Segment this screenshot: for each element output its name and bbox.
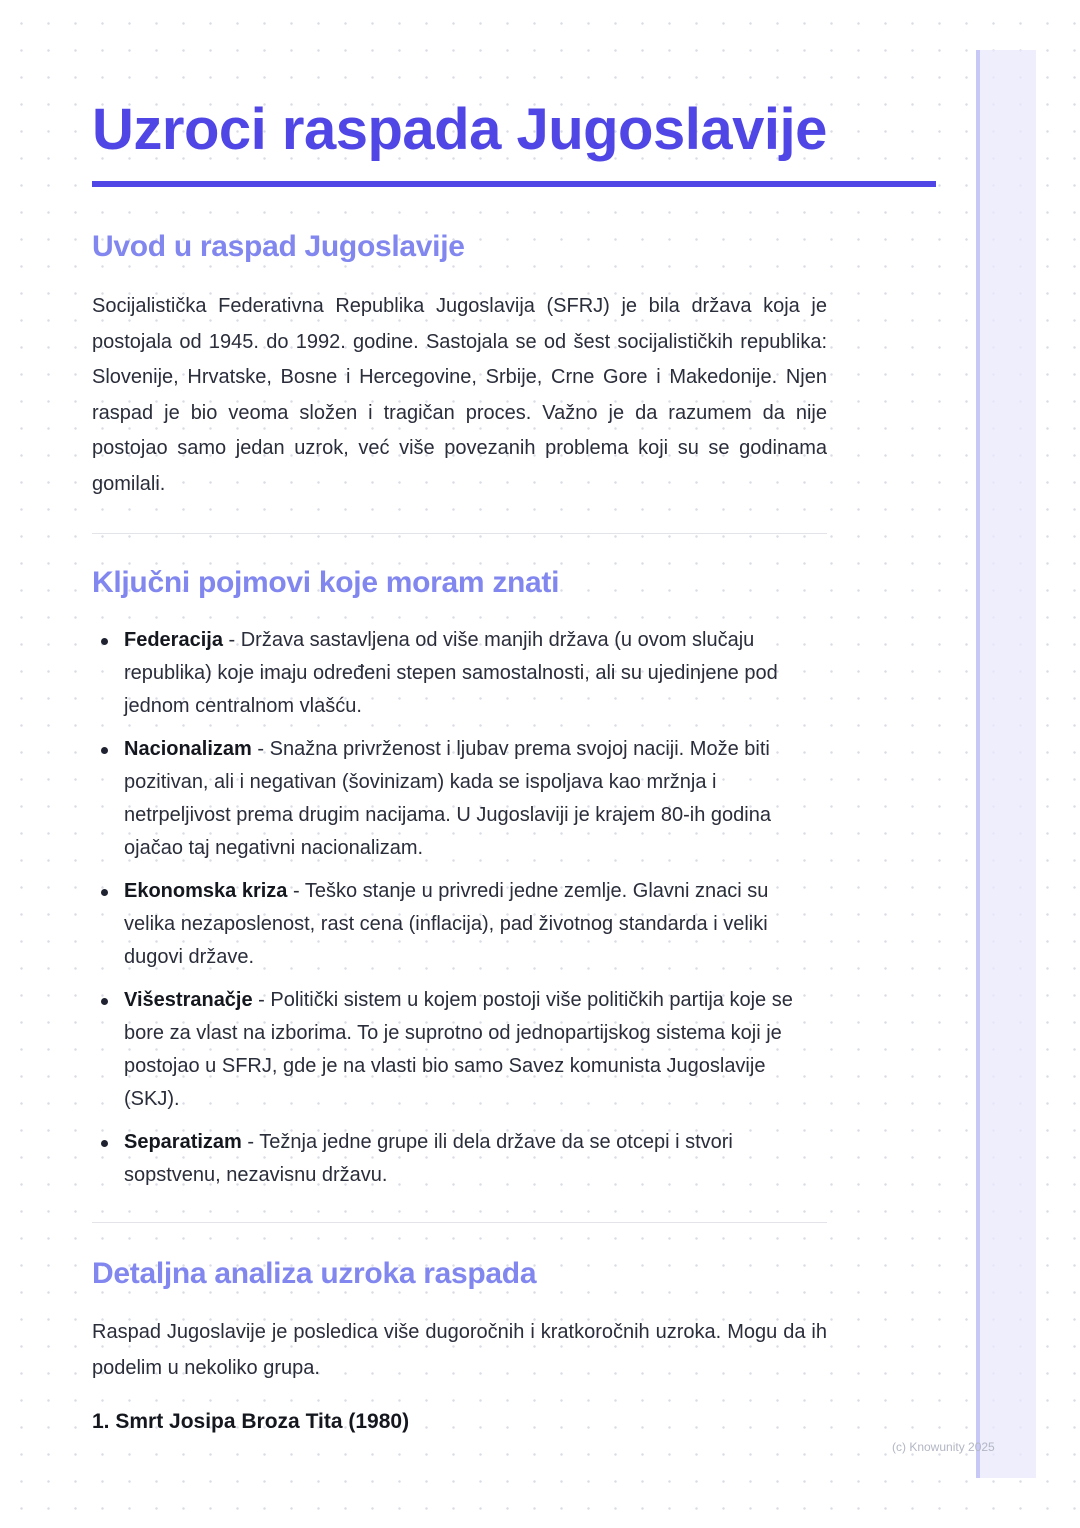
list-item bbox=[92, 875, 814, 974]
bullet-icon bbox=[101, 1140, 108, 1147]
term-name: Federacija bbox=[124, 629, 223, 651]
margin-strip bbox=[976, 50, 1036, 1478]
term-name: Nacionalizam bbox=[124, 738, 252, 760]
term-name: Ekonomska kriza bbox=[124, 880, 288, 902]
bullet-icon bbox=[101, 638, 108, 645]
section-heading-key-terms: Ključni pojmovi koje moram znati bbox=[92, 566, 560, 599]
copyright-footer: (c) Knowunity 2025 bbox=[892, 1440, 995, 1454]
term-definition: - Teško stanje u privredi jedne zemlje. Glavni znaci su velika nezaposlenost, rast cena (inflacija), pad životnog standarda i veliki dugovi države. bbox=[124, 880, 769, 968]
term-definition: - Težnja jedne grupe ili dela države da se otcepi i stvori sopstvenu, nezavisnu državu. bbox=[124, 1131, 733, 1186]
term-name: Višestranačje bbox=[124, 989, 253, 1011]
list-item bbox=[92, 733, 814, 865]
section-divider bbox=[92, 1222, 827, 1223]
bullet-icon bbox=[101, 889, 108, 896]
bullet-icon bbox=[101, 998, 108, 1005]
intro-paragraph: Socijalistička Federativna Republika Jugoslavija (SFRJ) je bila država koja je postojala od 1945. do 1992. godine. Sastojala se od šest socijalističkih republika: Slovenije, Hrvatske, Bosne i Hercegovine, Srbije, Crne Gore i Makedonije. Njen raspad je bio veoma složen i tragičan proces. Važno je da razumem da nije postojao samo jedan uzrok, već više povezanih problema koji su se godinama gomilali. bbox=[92, 295, 827, 495]
section-heading-analysis: Detaljna analiza uzroka raspada bbox=[92, 1257, 537, 1290]
list-item bbox=[92, 1126, 814, 1192]
subheading-tito-death: 1. Smrt Josipa Broza Tita (1980) bbox=[92, 1410, 410, 1433]
key-terms-list bbox=[92, 624, 827, 1202]
title-underline bbox=[92, 181, 936, 187]
list-item bbox=[92, 984, 814, 1116]
section-divider bbox=[92, 533, 827, 534]
list-item bbox=[92, 624, 814, 723]
term-definition: - Snažna privrženost i ljubav prema svojoj naciji. Može biti pozitivan, ali i negativan (šovinizam) kada se ispoljava kao mržnja i netrpeljivost prema drugim nacijama. U Jugoslaviji je krajem 80-ih godina ojačao taj negativni nacionalizam. bbox=[124, 738, 771, 859]
bullet-icon bbox=[101, 747, 108, 754]
term-name: Separatizam bbox=[124, 1131, 242, 1153]
analysis-paragraph: Raspad Jugoslavije je posledica više dugoročnih i kratkoročnih uzroka. Mogu da ih podelim u nekoliko grupa. bbox=[92, 1321, 827, 1379]
page-title: Uzroci raspada Jugoslavije bbox=[92, 97, 827, 162]
section-heading-intro: Uvod u raspad Jugoslavije bbox=[92, 230, 465, 263]
term-definition: - Država sastavljena od više manjih država (u ovom slučaju republika) koje imaju određeni stepen samostalnosti, ali su ujedinjene pod jednom centralnom vlašću. bbox=[124, 629, 778, 717]
term-definition: - Politički sistem u kojem postoji više političkih partija koje se bore za vlast na izborima. To je suprotno od jednopartijskog sistema koji je postojao u SFRJ, gde je na vlasti bio samo Savez komunista Jugoslavije (SKJ). bbox=[124, 989, 793, 1110]
